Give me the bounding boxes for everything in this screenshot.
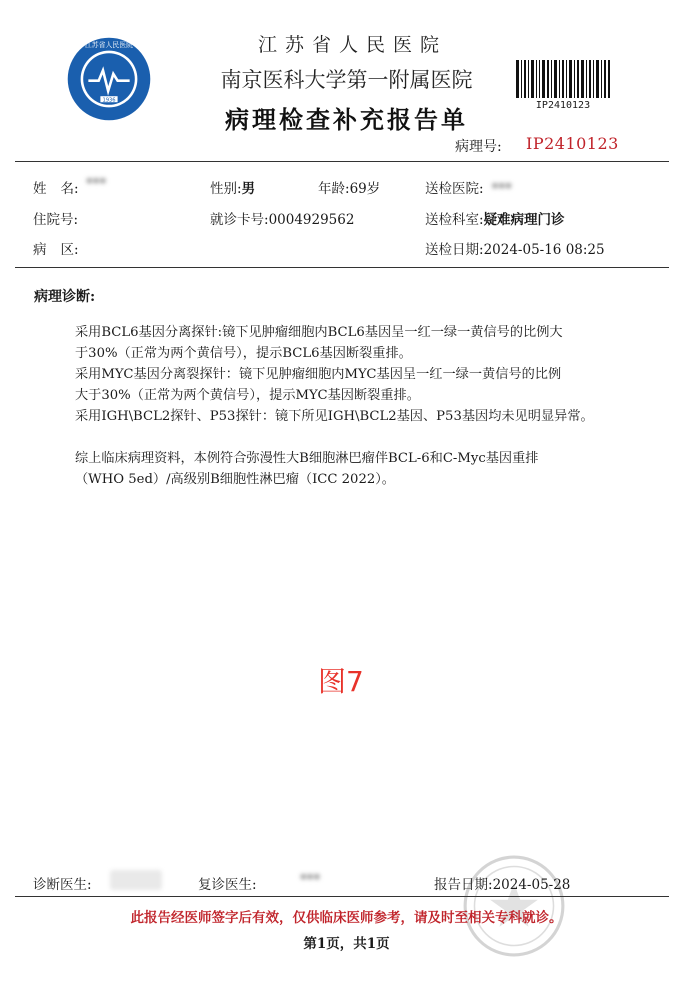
report-date-value: 2024-05-28 [492,877,571,893]
sending-hospital-value: *** [491,181,512,197]
conclusion-line: 综上临床病理资料，本例符合弥漫性大B细胞淋巴瘤伴BCL-6和C-Myc基因重排 [75,451,539,466]
gender-label: 性别:男 [210,181,256,197]
sending-date-value: 2024-05-16 08:25 [483,242,605,258]
diagnosis-line: 采用IGH\BCL2探针、P53探针：镜下所见IGH\BCL2基因、P53基因均未见明显异常。 [75,409,594,424]
diagnosis-line: 采用MYC基因分离裂探针：镜下见肿瘤细胞内MYC基因呈一红一绿一黄信号的比例 [75,367,562,382]
divider-middle [15,267,669,268]
age-value: 69岁 [349,181,381,197]
report-title: 病理检查补充报告单 [225,105,468,134]
sending-dept-value: 疑难病理门诊 [483,212,565,228]
diag-doctor-label: 诊断医生: [33,877,92,893]
report-date-label: 报告日期:2024-05-28 [434,877,571,893]
diagnosis-line: 于30%（正常为两个黄信号），提示BCL6基因断裂重排。 [75,346,412,361]
name-value: *** [86,176,107,192]
ward-label: 病 区: [33,242,79,258]
pathology-no: IP2410123 [526,134,619,153]
card-no-label: 就诊卡号:0004929562 [210,212,355,228]
diagnosis-conclusion [75,448,650,490]
diag-doctor-signature [110,870,162,890]
page-number: 第1页，共1页 [303,936,390,952]
divider-bottom [15,896,669,897]
inpatient-no-label: 住院号: [33,212,79,228]
diagnosis-line: 采用BCL6基因分离探针:镜下见肿瘤细胞内BCL6基因呈一红一绿一黄信号的比例大 [75,325,563,340]
barcode [516,60,610,98]
review-doctor-value: *** [300,872,321,888]
logo-ring-text: 江苏省人民医院 [84,41,134,50]
diagnosis-body [75,322,650,427]
diagnosis-line: 大于30%（正常为两个黄信号），提示MYC基因断裂重排。 [75,388,420,403]
diagnosis-heading: 病理诊断: [34,289,96,305]
review-doctor-label: 复诊医生: [198,877,257,893]
barcode-number: IP2410123 [535,100,591,111]
age-label: 年龄:69岁 [318,181,381,197]
gender-value: 男 [241,181,256,197]
sending-dept-label: 送检科室:疑难病理门诊 [425,212,565,228]
logo-year: 1936 [102,97,116,104]
name-label: 姓 名: [33,181,79,197]
divider-top [15,161,669,162]
figure-label: 图7 [318,665,364,698]
conclusion-line: （WHO 5ed）/高级别B细胞性淋巴瘤（ICC 2022）。 [75,472,395,487]
hospital-name-2: 南京医科大学第一附属医院 [220,68,473,92]
sending-date-label: 送检日期:2024-05-16 08:25 [425,242,605,258]
pathology-no-label: 病理号: [455,139,502,155]
hospital-name: 江苏省人民医院 [257,34,447,56]
validity-notice: 此报告经医师签字后有效，仅供临床医师参考，请及时至相关专科就诊。 [130,910,563,926]
sending-hospital-label: 送检医院: *** [425,181,512,197]
card-no-value: 0004929562 [268,212,355,228]
